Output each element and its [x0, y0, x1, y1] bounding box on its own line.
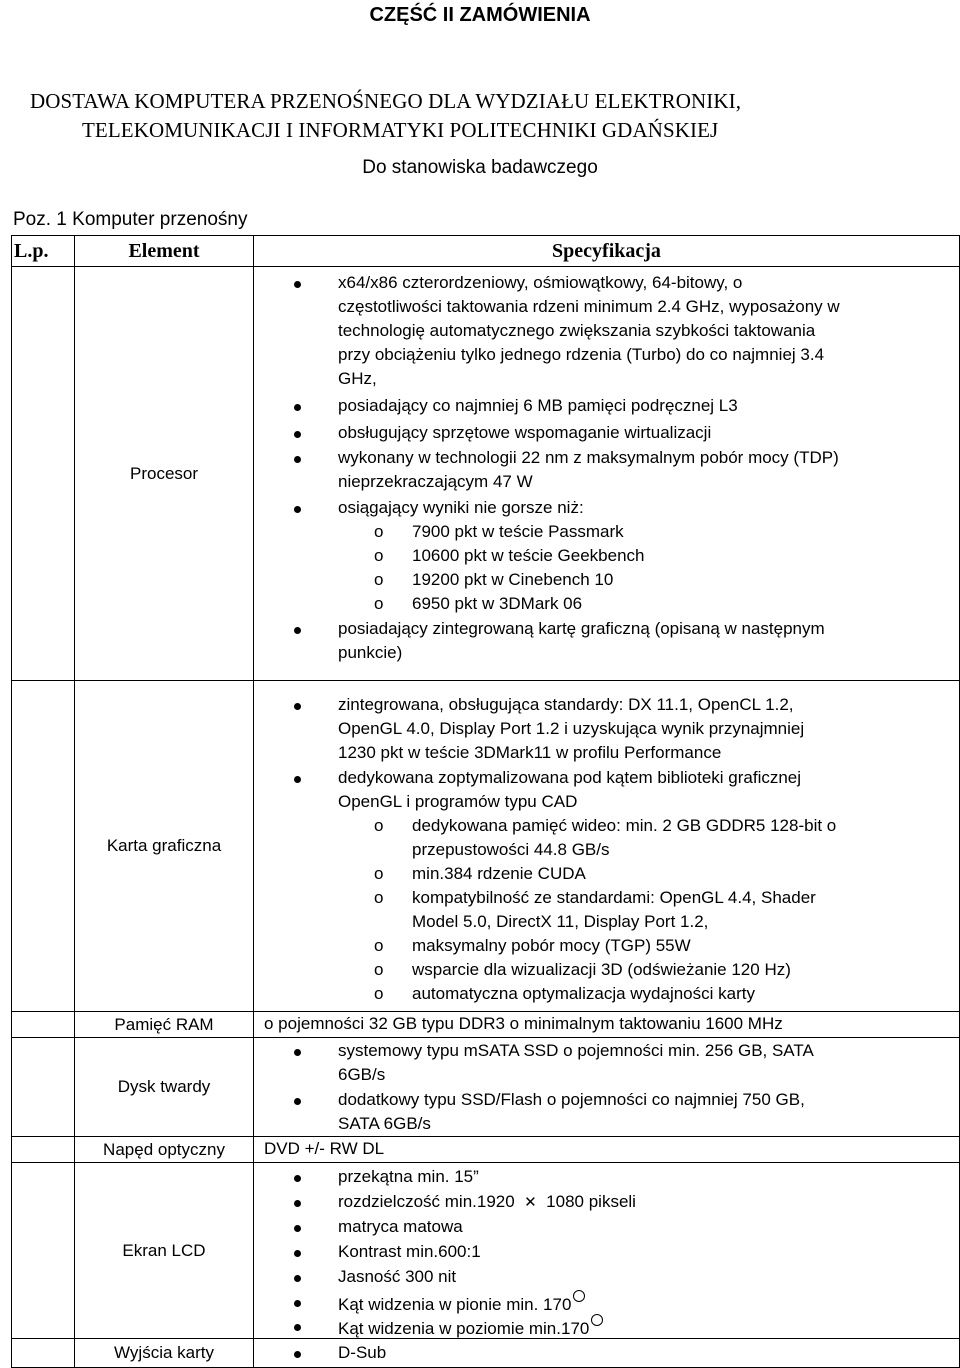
spec-dysk	[254, 1038, 960, 1137]
spec-text: D-Sub	[338, 1343, 387, 1362]
spec-text: zintegrowana, obsługująca standardy: DX 11.1, OpenCL 1.2,	[338, 695, 794, 714]
bullet-icon	[294, 1324, 301, 1331]
page-title: CZĘŚĆ II ZAMÓWIENIA	[369, 4, 591, 26]
header-spec: Specyfikacja	[254, 236, 960, 267]
degree-icon	[573, 1290, 585, 1302]
bullet-icon	[294, 1300, 301, 1307]
sub-bullet-icon: o	[374, 816, 384, 835]
sub-bullet-icon: o	[374, 960, 384, 979]
viewing-angle-horizontal-text: Kąt widzenia w poziomie min.170	[338, 1319, 590, 1338]
table-row-procesor	[12, 267, 960, 681]
sub-bullet-icon: o	[374, 888, 384, 907]
spec-text: x64/x86 czterordzeniowy, ośmiowątkowy, 64-bitowy, o	[338, 273, 743, 292]
lp-cell	[12, 1012, 75, 1038]
spec-text: Jasność 300 nit	[338, 1267, 457, 1286]
sub-bullet-icon: o	[374, 594, 384, 613]
spec-text: nieprzekraczającym 47 W	[338, 472, 533, 491]
table-row-ekran	[12, 1163, 960, 1339]
section-title: Poz. 1 Komputer przenośny	[13, 209, 248, 230]
spec-text: min.384 rdzenie CUDA	[412, 864, 586, 883]
document-heading-line-2: TELEKOMUNIKACJI I INFORMATYKI POLITECHNIKI GDAŃSKIEJ	[82, 118, 719, 142]
spec-text: kompatybilność ze standardami: OpenGL 4.4, Shader	[412, 888, 816, 907]
spec-text: wykonany w technologii 22 nm z maksymalnym pobór mocy (TDP)	[338, 448, 839, 467]
bullet-icon	[294, 404, 301, 411]
spec-text: automatyczna optymalizacja wydajności karty	[412, 984, 755, 1003]
spec-text: technologię automatycznego zwiększania szybkości taktowania	[338, 321, 816, 340]
bullet-icon	[294, 431, 301, 438]
sub-bullet-icon: o	[374, 546, 384, 565]
spec-text: OpenGL 4.0, Display Port 1.2 i uzyskująca wynik przynajmniej	[338, 719, 805, 738]
viewing-angle-vertical-text: Kąt widzenia w pionie min. 170	[338, 1295, 572, 1314]
bullet-icon	[294, 1175, 301, 1182]
table-row-karta	[12, 681, 960, 1012]
spec-text: przepustowości 44.8 GB/s	[412, 840, 610, 859]
table-row-wyjscia	[12, 1339, 960, 1368]
spec-text: dedykowana pamięć wideo: min. 2 GB GDDR5 128-bit o	[412, 816, 837, 835]
spec-karta	[254, 681, 960, 1012]
sub-bullet-icon: o	[374, 522, 384, 541]
sub-bullet-icon: o	[374, 984, 384, 1003]
sub-bullet-icon: o	[374, 864, 384, 883]
bullet-icon	[294, 1275, 301, 1282]
sub-bullet-icon: o	[374, 936, 384, 955]
element-karta: Karta graficzna	[75, 681, 254, 1012]
spec-text: maksymalny pobór mocy (TGP) 55W	[412, 936, 691, 955]
spec-text	[338, 1290, 585, 1317]
table-row-ram	[12, 1012, 960, 1038]
spec-text: osiągający wyniki nie gorsze niż:	[338, 498, 584, 517]
spec-text: o pojemności 32 GB typu DDR3 o minimalnym taktowaniu 1600 MHz	[264, 1014, 783, 1033]
specification-table	[11, 235, 960, 1368]
sub-bullet-icon: o	[374, 570, 384, 589]
degree-icon	[591, 1314, 603, 1326]
table-row-naped	[12, 1137, 960, 1163]
spec-text: Model 5.0, DirectX 11, Display Port 1.2,	[412, 912, 709, 931]
bullet-icon	[294, 1250, 301, 1257]
spec-text: 6950 pkt w 3DMark 06	[412, 594, 583, 613]
spec-text: wsparcie dla wizualizacji 3D (odświeżanie 120 Hz)	[412, 960, 791, 979]
resolution-text: rozdzielczość min.1920	[338, 1192, 515, 1211]
spec-text: częstotliwości taktowania rdzeni minimum 2.4 GHz, wyposażony w	[338, 297, 840, 316]
spec-text: posiadający co najmniej 6 MB pamięci podręcznej L3	[338, 396, 738, 415]
spec-text: GHz,	[338, 369, 377, 388]
spec-text	[338, 1314, 603, 1341]
bullet-icon	[294, 456, 301, 463]
spec-ekran	[254, 1163, 960, 1339]
bullet-icon	[294, 776, 301, 783]
spec-text: 19200 pkt w Cinebench 10	[412, 570, 614, 589]
spec-text: matryca matowa	[338, 1217, 463, 1236]
lp-cell	[12, 1038, 75, 1137]
element-ekran: Ekran LCD	[75, 1163, 254, 1339]
subheading: Do stanowiska badawczego	[362, 157, 598, 178]
spec-text: Kontrast min.600:1	[338, 1242, 481, 1261]
lp-cell	[12, 681, 75, 1012]
spec-text: przy obciążeniu tylko jednego rdzenia (Turbo) do co najmniej 3.4	[338, 345, 825, 364]
spec-text: posiadający zintegrowaną kartę graficzną (opisaną w następnym	[338, 619, 825, 638]
bullet-icon	[294, 1200, 301, 1207]
header-element: Element	[75, 236, 254, 267]
spec-text: dedykowana zoptymalizowana pod kątem biblioteki graficznej	[338, 768, 802, 787]
table-header-row	[12, 236, 960, 267]
lp-cell	[12, 1163, 75, 1339]
spec-ram	[254, 1012, 960, 1038]
spec-text: obsługujący sprzętowe wspomaganie wirtualizacji	[338, 423, 712, 442]
bullet-icon	[294, 281, 301, 288]
spec-wyjscia	[254, 1339, 960, 1368]
bullet-icon	[294, 506, 301, 513]
spec-text: 1230 pkt w teście 3DMark11 w profilu Performance	[338, 743, 722, 762]
document-heading-line-1: DOSTAWA KOMPUTERA PRZENOŚNEGO DLA WYDZIAŁU ELEKTRONIKI,	[30, 89, 742, 113]
lp-cell	[12, 1137, 75, 1163]
element-dysk: Dysk twardy	[75, 1038, 254, 1137]
bullet-icon	[294, 1225, 301, 1232]
bullet-icon	[294, 627, 301, 634]
table-row-dysk	[12, 1038, 960, 1137]
element-ram: Pamięć RAM	[75, 1012, 254, 1038]
multiplication-icon: ✕	[524, 1194, 537, 1211]
spec-text: systemowy typu mSATA SSD o pojemności min. 256 GB, SATA	[338, 1041, 814, 1060]
spec-procesor	[254, 267, 960, 681]
spec-text	[338, 1190, 636, 1215]
spec-text: przekątna min. 15”	[338, 1167, 479, 1186]
element-wyjscia: Wyjścia karty	[75, 1339, 254, 1368]
lp-cell	[12, 1339, 75, 1368]
bullet-icon	[294, 1098, 301, 1105]
spec-naped	[254, 1137, 960, 1163]
bullet-icon	[294, 703, 301, 710]
spec-text: SATA 6GB/s	[338, 1114, 431, 1133]
spec-text: OpenGL i programów typu CAD	[338, 792, 578, 811]
bullet-icon	[294, 1049, 301, 1056]
header-lp: L.p.	[12, 236, 75, 267]
element-procesor: Procesor	[75, 267, 254, 681]
lp-cell	[12, 267, 75, 681]
spec-text: DVD +/- RW DL	[264, 1139, 385, 1158]
element-naped: Napęd optyczny	[75, 1137, 254, 1163]
spec-text: punkcie)	[338, 643, 403, 662]
spec-text: 6GB/s	[338, 1065, 386, 1084]
resolution-unit-text: 1080 pikseli	[546, 1192, 636, 1211]
spec-text: dodatkowy typu SSD/Flash o pojemności co najmniej 750 GB,	[338, 1090, 805, 1109]
spec-text: 10600 pkt w teście Geekbench	[412, 546, 645, 565]
spec-text: 7900 pkt w teście Passmark	[412, 522, 624, 541]
bullet-icon	[294, 1351, 301, 1358]
